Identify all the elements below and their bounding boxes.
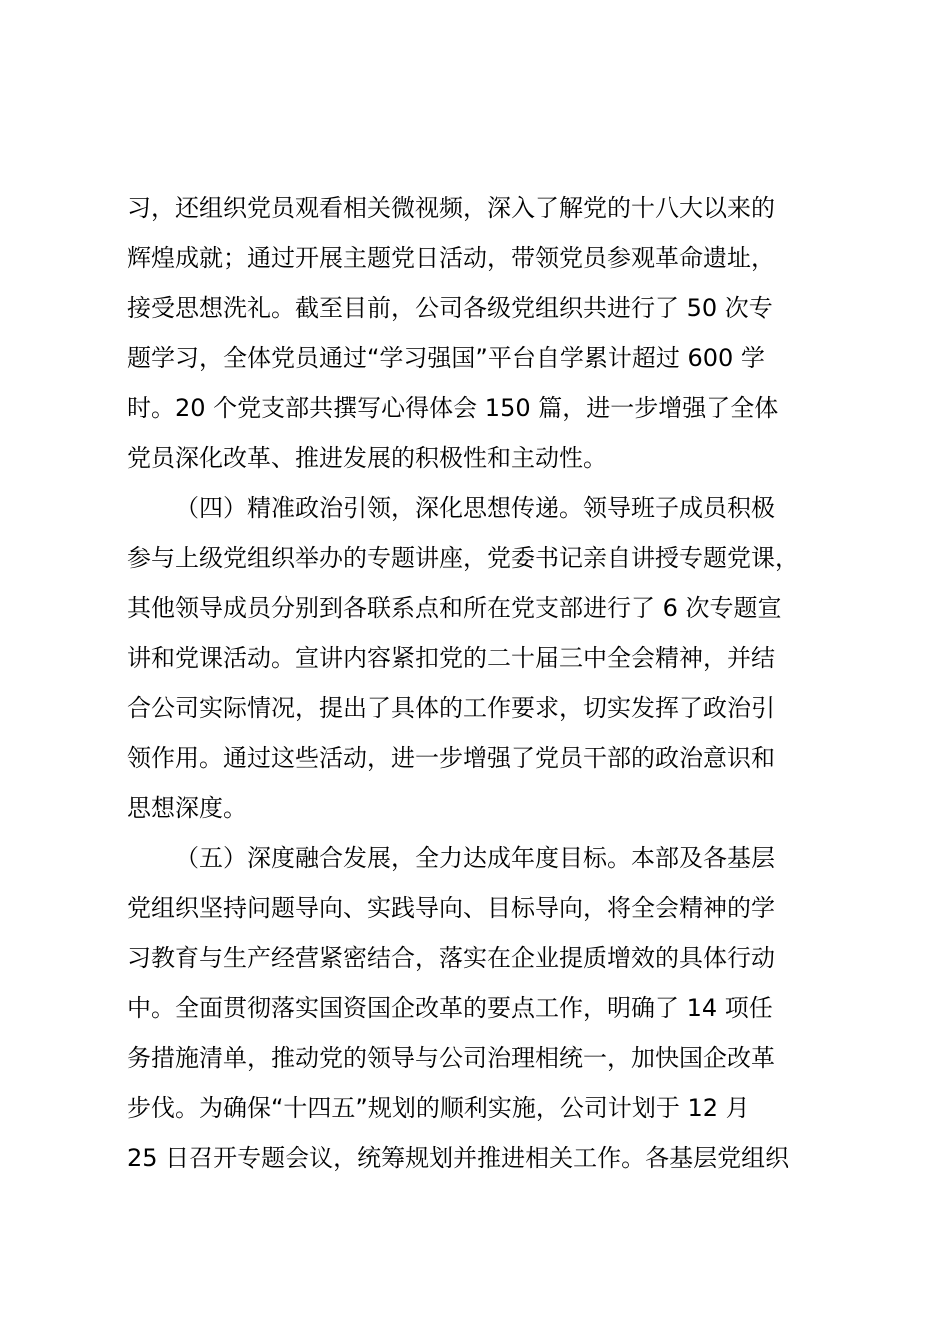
- text-line: 习教育与生产经营紧密结合，落实在企业提质增效的具体行动: [127, 944, 775, 972]
- text-line: 思想深度。: [127, 794, 247, 822]
- text-line: 步伐。为确保“十四五”规划的顺利实施，公司计划于 12 月: [127, 1094, 750, 1122]
- text-line: 题学习，全体党员通过“学习强国”平台自学累计超过 600 学: [127, 344, 765, 372]
- text-line: 其他领导成员分别到各联系点和所在党支部进行了 6 次专题宣: [127, 594, 782, 622]
- text-line: 接受思想洗礼。截至目前，公司各级党组织共进行了 50 次专: [127, 294, 773, 322]
- text-line: 领作用。通过这些活动，进一步增强了党员干部的政治意识和: [127, 744, 775, 772]
- text-line: （五）深度融合发展，全力达成年度目标。本部及各基层: [175, 844, 775, 872]
- text-line: 时。20 个党支部共撰写心得体会 150 篇，进一步增强了全体: [127, 394, 779, 422]
- text-line: 党员深化改革、推进发展的积极性和主动性。: [127, 444, 607, 472]
- text-line: 务措施清单，推动党的领导与公司治理相统一，加快国企改革: [127, 1044, 775, 1072]
- text-line: 党组织坚持问题导向、实践导向、目标导向，将全会精神的学: [127, 894, 775, 922]
- text-line: （四）精准政治引领，深化思想传递。领导班子成员积极: [175, 494, 775, 522]
- text-line: 讲和党课活动。宣讲内容紧扣党的二十届三中全会精神，并结: [127, 644, 775, 672]
- document-page: [127, 183, 837, 1183]
- paragraph: [127, 833, 837, 1183]
- text-line: 合公司实际情况，提出了具体的工作要求，切实发挥了政治引: [127, 694, 775, 722]
- text-line: 辉煌成就；通过开展主题党日活动，带领党员参观革命遗址，: [127, 244, 775, 272]
- paragraph: [127, 183, 837, 483]
- text-line: 习，还组织党员观看相关微视频，深入了解党的十八大以来的: [127, 194, 775, 222]
- paragraph: [127, 483, 837, 833]
- text-line: 中。全面贯彻落实国资国企改革的要点工作，明确了 14 项任: [127, 994, 773, 1022]
- text-line: 25 日召开专题会议，统筹规划并推进相关工作。各基层党组织: [127, 1144, 790, 1172]
- text-line: 参与上级党组织举办的专题讲座，党委书记亲自讲授专题党课，: [127, 544, 799, 572]
